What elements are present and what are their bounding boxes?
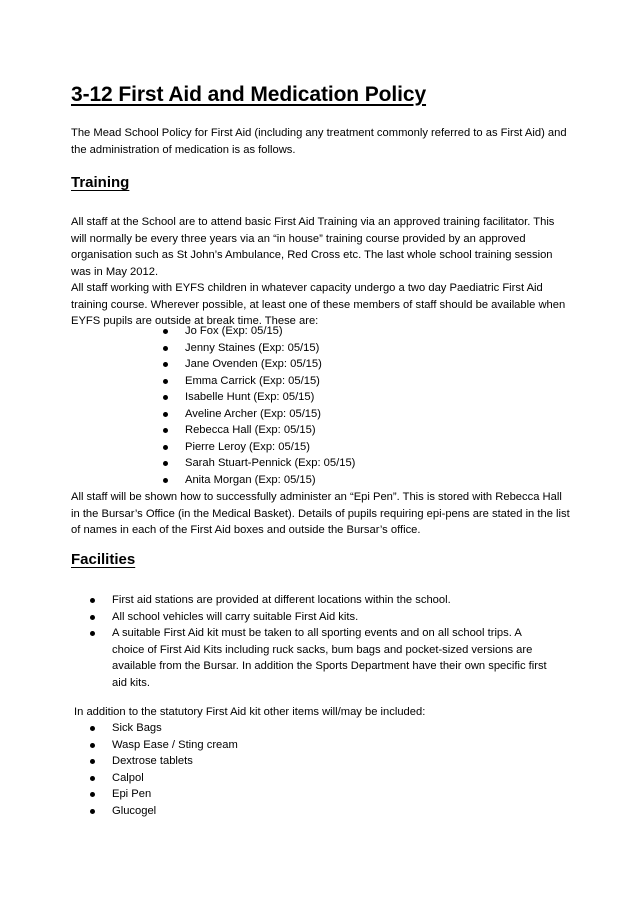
list-item-text: A suitable First Aid kit must be taken to all sporting events and on all school trips. A choice of First Aid Kits including ruck sacks, bum bags and pocket-sized versions are available from the Bursar. In addition the Sports Department have their own specific first aid kits. [112, 627, 547, 689]
facilities-heading: Facilities [71, 551, 136, 568]
list-item-text: Isabelle Hunt (Exp: 05/15) [185, 391, 315, 403]
list-item [112, 720, 238, 737]
staff-list [185, 323, 355, 488]
list-item [185, 455, 355, 472]
list-item-text: Jo Fox (Exp: 05/15) [185, 325, 283, 337]
list-item-text: Wasp Ease / Sting cream [112, 738, 238, 751]
additional-items-list [112, 720, 238, 819]
list-item-text: First aid stations are provided at different locations within the school. [112, 594, 451, 606]
bullet-icon [90, 776, 95, 781]
list-item-text: Epi Pen [112, 788, 152, 800]
list-item [185, 340, 355, 357]
list-item-text: Rebecca Hall (Exp: 05/15) [185, 424, 316, 436]
list-item-text: All school vehicles will carry suitable First Aid kits. [112, 610, 359, 623]
training-paragraph-3: All staff will be shown how to successfully administer an “Epi Pen”. This is stored with Rebecca Hall in the Bursar’s Office (in the Medical Basket). Details of pupils requiring epi-pens are stated in the list of names in each of the First Aid boxes and outside the Bursar’s office. [71, 491, 570, 536]
list-item-text: Emma Carrick (Exp: 05/15) [185, 374, 320, 387]
bullet-icon [163, 362, 168, 367]
list-item [112, 803, 238, 820]
bullet-icon [90, 759, 95, 764]
bullet-icon [163, 412, 168, 417]
list-item [185, 439, 355, 456]
bullet-icon [163, 428, 168, 433]
bullet-icon [90, 631, 95, 636]
list-item-text: Anita Morgan (Exp: 05/15) [185, 473, 316, 486]
list-item [112, 625, 552, 691]
page-title: 3-12 First Aid and Medication Policy [71, 83, 427, 106]
list-item [185, 323, 355, 340]
list-item-text: Jane Ovenden (Exp: 05/15) [185, 358, 322, 370]
bullet-icon [90, 615, 95, 620]
list-item-text: Sarah Stuart-Pennick (Exp: 05/15) [185, 457, 356, 469]
bullet-icon [163, 461, 168, 466]
list-item [112, 753, 238, 770]
bullet-icon [163, 445, 168, 450]
list-item-text: Dextrose tablets [112, 755, 193, 767]
bullet-icon [90, 598, 95, 603]
list-item [185, 406, 355, 423]
list-item [112, 786, 238, 803]
training-paragraph-1: All staff at the School are to attend basic First Aid Training via an approved training facilitator. This will normally be every three years via an “in house” training course provided by an approved organisation such as St John’s Ambulance, Red Cross etc. The last whole school training session was in May 2012. [71, 216, 555, 278]
bullet-icon [163, 346, 168, 351]
bullet-icon [163, 478, 168, 483]
list-item [185, 356, 355, 373]
bullet-icon [90, 726, 95, 731]
intro-paragraph: The Mead School Policy for First Aid (including any treatment commonly referred to as First Aid) and the administration of medication is as follows. [71, 127, 567, 156]
training-heading: Training [71, 174, 130, 191]
list-item [185, 373, 355, 390]
list-item-text: Jenny Staines (Exp: 05/15) [185, 341, 320, 354]
facilities-list [112, 592, 552, 691]
list-item [185, 422, 355, 439]
additional-items-intro: In addition to the statutory First Aid kit other items will/may be included: [74, 706, 426, 718]
bullet-icon [90, 792, 95, 797]
list-item [185, 389, 355, 406]
bullet-icon [90, 743, 95, 748]
list-item [112, 737, 238, 754]
list-item [112, 592, 552, 609]
list-item [185, 472, 355, 489]
list-item-text: Calpol [112, 771, 144, 784]
list-item-text: Pierre Leroy (Exp: 05/15) [185, 440, 310, 453]
list-item-text: Sick Bags [112, 722, 162, 734]
training-paragraph-2: All staff working with EYFS children in whatever capacity undergo a two day Paediatric First Aid training course. Wherever possible, at least one of these members of staff should be available when EYFS pupils are outside at break time. These are: [71, 282, 566, 327]
list-item-text: Aveline Archer (Exp: 05/15) [185, 407, 321, 420]
bullet-icon [163, 329, 168, 334]
list-item [112, 770, 238, 787]
list-item [112, 609, 552, 626]
bullet-icon [163, 395, 168, 400]
list-item-text: Glucogel [112, 804, 157, 817]
bullet-icon [90, 809, 95, 814]
bullet-icon [163, 379, 168, 384]
